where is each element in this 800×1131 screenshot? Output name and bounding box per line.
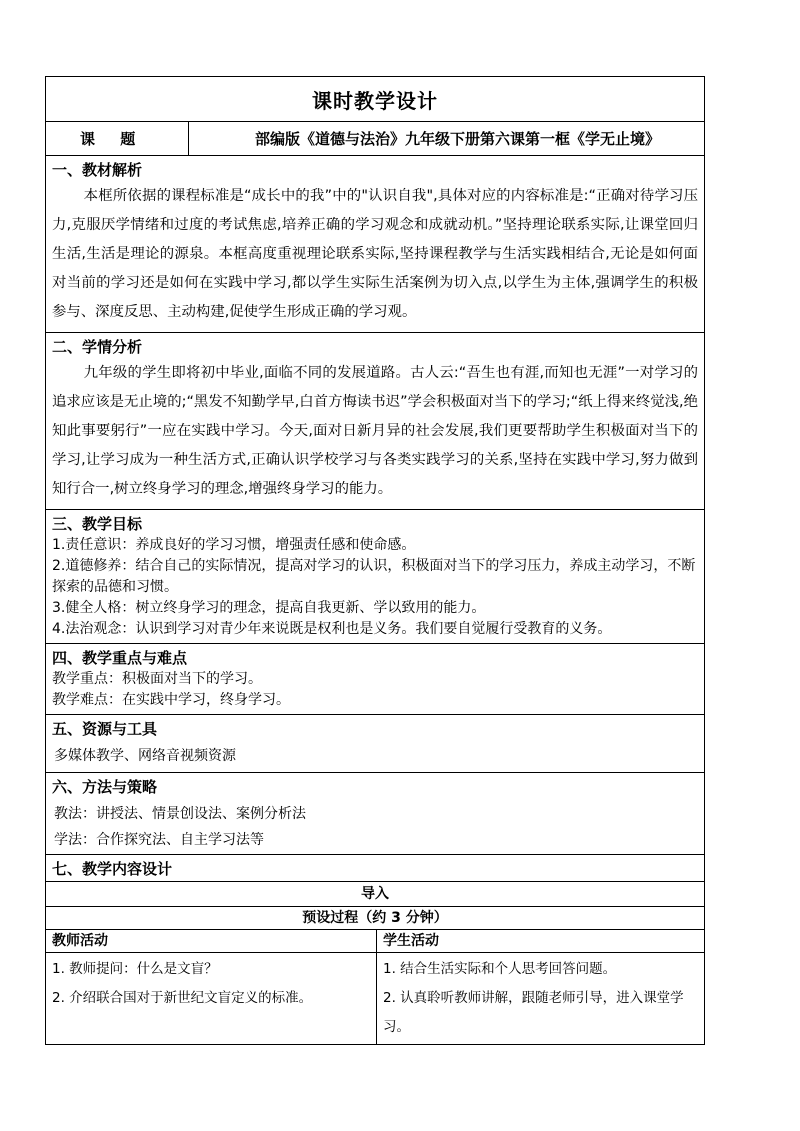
objectives-list bbox=[46, 535, 704, 643]
list-item: 3.健全人格：树立终身学习的理念，提高自我更新、学以致用的能力。 bbox=[52, 600, 486, 616]
section-heading: 七、教学内容设计 bbox=[52, 860, 173, 878]
section-paragraph: 九年级的学生即将初中毕业,面临不同的发展道路。古人云:“吾生也有涯,而知也无涯”一对学习的追求应该是无止境的;“黑发不知勤学早,白首方悔读书迟”学会积极面对当下的学习;“纸上得来终觉浅,绝知此事要躬行”一应在实践中学习。今天,面对日新月异的社会发展,我们更要帮助学生积极面对当下的学习,让学习成为一种生活方式,正确认识学校学习与各类实践学习的关系,坚持在实践中学习,努力做到知行合一,树立终身学习的理念,增强终身学习的能力。 bbox=[52, 365, 698, 497]
section-student-analysis bbox=[46, 333, 704, 510]
stage-title: 导入 bbox=[46, 882, 704, 907]
list-item: 教学难点：在实践中学习，终身学习。 bbox=[52, 692, 290, 708]
student-activity-header: 学生活动 bbox=[383, 933, 439, 949]
topic-value: 部编版《道德与法治》九年级下册第六课第一框《学无止境》 bbox=[254, 130, 660, 148]
key-points-list bbox=[46, 669, 704, 714]
topic-row bbox=[46, 122, 704, 156]
section-resources bbox=[46, 715, 704, 773]
section-content-design bbox=[46, 855, 704, 882]
list-item: 2. 认真聆听教师讲解，跟随老师引导，进入课堂学习。 bbox=[383, 990, 684, 1035]
section-teaching-objectives bbox=[46, 510, 704, 644]
list-item: 4.法治观念：认识到学习对青少年来说既是权利也是义务。我们要自觉履行受教育的义务。 bbox=[52, 621, 612, 637]
resources-text: 多媒体教学、网络音视频资源 bbox=[54, 748, 236, 764]
learn-method: 学法：合作探究法、自主学习法等 bbox=[54, 832, 264, 848]
process-title: 预设过程（约 3 分钟） bbox=[46, 907, 704, 930]
list-item: 1.责任意识：养成良好的学习习惯，增强责任感和使命感。 bbox=[52, 537, 416, 553]
section-heading: 二、学情分析 bbox=[52, 338, 143, 356]
teach-method: 教法：讲授法、情景创设法、案例分析法 bbox=[54, 806, 306, 822]
section-heading: 三、教学目标 bbox=[52, 515, 143, 533]
topic-label: 课 题 bbox=[46, 122, 189, 155]
teacher-activity-header: 教师活动 bbox=[46, 930, 377, 952]
section-textbook-analysis bbox=[46, 156, 704, 333]
activity-header-row bbox=[46, 930, 704, 953]
lesson-plan-table bbox=[45, 76, 705, 1045]
document-title: 课时教学设计 bbox=[46, 77, 704, 122]
section-heading: 一、教材解析 bbox=[52, 161, 143, 179]
section-key-points bbox=[46, 644, 704, 715]
student-activities bbox=[377, 953, 704, 1044]
section-heading: 六、方法与策略 bbox=[52, 778, 158, 796]
list-item: 2. 介绍联合国对于新世纪文盲定义的标准。 bbox=[52, 990, 313, 1006]
section-methods bbox=[46, 773, 704, 855]
activity-body-row bbox=[46, 953, 704, 1044]
list-item: 2.道德修养：结合自己的实际情况，提高对学习的认识，积极面对当下的学习压力，养成主动学习，不断探索的品德和习惯。 bbox=[52, 558, 696, 595]
section-heading: 五、资源与工具 bbox=[52, 720, 158, 738]
list-item: 教学重点：积极面对当下的学习。 bbox=[52, 671, 262, 687]
section-heading: 四、教学重点与难点 bbox=[52, 649, 188, 667]
list-item: 1. 教师提问：什么是文盲？ bbox=[52, 961, 218, 977]
section-paragraph: 本框所依据的课程标准是“成长中的我”中的"认识自我",具体对应的内容标准是:“正确对待学习压力,克服厌学情绪和过度的考试焦虑,培养正确的学习观念和成就动机。”坚持理论联系实际,让课堂回归生活,生活是理论的源泉。本框高度重视理论联系实际,坚持课程教学与生活实践相结合,无论是如何面对当前的学习还是如何在实践中学习,都以学生实际生活案例为切入点,以学生为主体,强调学生的积极参与、深度反思、主动构建,促使学生形成正确的学习观。 bbox=[52, 188, 698, 320]
list-item: 1. 结合生活实际和个人思考回答问题。 bbox=[383, 961, 617, 977]
teacher-activities bbox=[46, 953, 377, 1044]
